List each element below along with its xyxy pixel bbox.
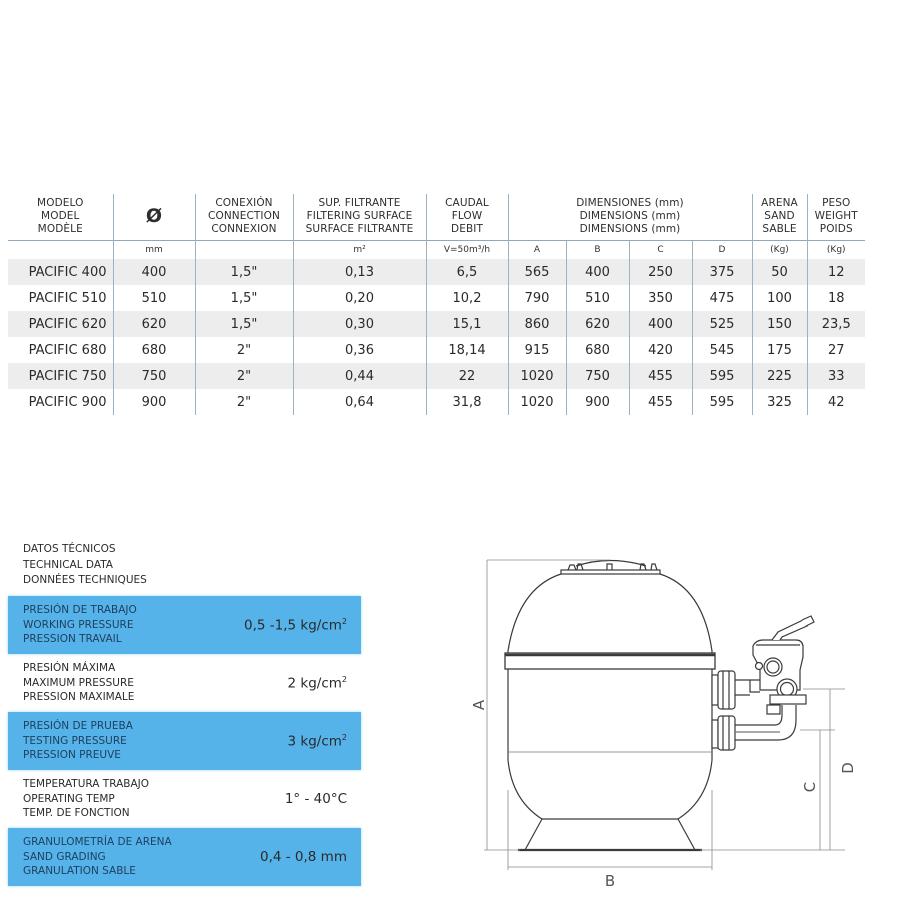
technical-data-title [8, 540, 361, 596]
cell-b: 620 [566, 311, 629, 337]
header-model-es: MODELO [37, 197, 84, 210]
cell-connection: 2" [195, 363, 293, 389]
header-weight-fr: POIDS [819, 223, 853, 236]
units-row [8, 240, 892, 259]
cell-spacer [865, 363, 892, 389]
unit-sand: (Kg) [752, 240, 807, 259]
cell-d: 595 [692, 389, 752, 415]
dimension-label-d: D [839, 762, 857, 774]
header-model-en: MODEL [41, 210, 80, 223]
header-filtering-surface [293, 194, 426, 240]
cell-weight: 18 [807, 285, 865, 311]
technical-value-text: 3 kg/cm [287, 733, 342, 750]
cell-model: PACIFIC 900 [28, 394, 107, 410]
cell-b: 510 [566, 285, 629, 311]
technical-data-row [8, 828, 361, 886]
table-row [8, 389, 892, 415]
cell-diameter: 680 [113, 337, 195, 363]
header-connection-fr: CONNEXION [211, 223, 277, 236]
cell-surface: 0,36 [293, 337, 426, 363]
cell-diameter: 900 [113, 389, 195, 415]
cell-b: 400 [566, 259, 629, 285]
cell-d: 545 [692, 337, 752, 363]
header-weight [807, 194, 865, 240]
technical-row-labels [23, 661, 134, 705]
specifications-table [8, 194, 892, 415]
cell-sand: 175 [752, 337, 807, 363]
header-surface-fr: SURFACE FILTRANTE [305, 223, 414, 236]
technical-data-row [8, 596, 361, 654]
technical-row-label: PRESIÓN DE TRABAJO [23, 604, 137, 617]
header-sand-fr: SABLE [762, 223, 797, 236]
cell-b: 750 [566, 363, 629, 389]
technical-row-labels [23, 719, 133, 763]
cell-model: PACIFIC 510 [28, 290, 107, 306]
technical-data-row [8, 654, 361, 712]
cell-b: 900 [566, 389, 629, 415]
unit-dim-a: A [508, 240, 566, 259]
header-dimensions-es: DIMENSIONES (mm) [576, 197, 684, 210]
unit-surface: m² [293, 240, 426, 259]
technical-row-labels [23, 835, 172, 879]
header-sand-en: SAND [764, 210, 795, 223]
cell-weight: 12 [807, 259, 865, 285]
cell-a: 1020 [508, 363, 566, 389]
unit-dim-c: C [629, 240, 692, 259]
technical-row-label: PRESIÓN MÁXIMA [23, 662, 116, 675]
cell-connection: 1,5" [195, 311, 293, 337]
cell-a: 565 [508, 259, 566, 285]
technical-row-value [244, 617, 347, 634]
unit-connection [195, 240, 293, 259]
cell-weight: 33 [807, 363, 865, 389]
cell-sand: 50 [752, 259, 807, 285]
table-body [8, 259, 892, 415]
lid-icon [561, 561, 660, 575]
header-dimensions-fr: DIMENSIONS (mm) [579, 223, 681, 236]
header-weight-es: PESO [822, 197, 851, 210]
cell-d: 595 [692, 363, 752, 389]
cell-sand: 150 [752, 311, 807, 337]
cell-c: 400 [629, 311, 692, 337]
header-surface-es: SUP. FILTRANTE [318, 197, 401, 210]
header-weight-en: WEIGHT [814, 210, 858, 223]
cell-weight: 27 [807, 337, 865, 363]
cell-c: 350 [629, 285, 692, 311]
unit-dim-b: B [566, 240, 629, 259]
technical-data-rows [8, 596, 361, 886]
technical-row-value [285, 791, 347, 807]
unit-dim-d: D [692, 240, 752, 259]
technical-row-value [260, 849, 347, 865]
technical-row-label: TEMP. DE FONCTION [23, 807, 130, 820]
technical-data-panel [8, 540, 361, 886]
header-flow [426, 194, 508, 240]
technical-value-superscript: 2 [341, 732, 347, 742]
cell-c: 455 [629, 389, 692, 415]
technical-row-label: PRESSION MAXIMALE [23, 691, 135, 704]
technical-row-label: WORKING PRESSURE [23, 618, 134, 631]
technical-row-label: PRESSION PREUVE [23, 749, 121, 762]
technical-value-text: 1° - 40°C [284, 791, 347, 807]
header-connection-es: CONEXIÓN [215, 197, 273, 210]
technical-data-row [8, 712, 361, 770]
technical-value-text: 0,5 -1,5 kg/cm [244, 617, 342, 634]
technical-value-superscript: 2 [341, 674, 347, 684]
header-connection [195, 194, 293, 240]
cell-diameter: 400 [113, 259, 195, 285]
table-row [8, 311, 892, 337]
table-header-row [8, 194, 892, 240]
cell-surface: 0,44 [293, 363, 426, 389]
header-model-fr: MODÈLE [37, 223, 83, 236]
table-row [8, 259, 892, 285]
technical-row-label: TEMPERATURA TRABAJO [23, 778, 150, 791]
technical-value-text: 0,4 - 0,8 mm [260, 849, 347, 865]
cell-surface: 0,64 [293, 389, 426, 415]
technical-row-label: PRESSION TRAVAIL [23, 633, 122, 646]
dimension-label-c: C [801, 781, 819, 793]
cell-flow: 31,8 [426, 389, 508, 415]
cell-diameter: 750 [113, 363, 195, 389]
cell-sand: 325 [752, 389, 807, 415]
multiport-valve-icon [753, 616, 814, 714]
cell-connection: 2" [195, 389, 293, 415]
header-sand [752, 194, 807, 240]
technical-title-en: TECHNICAL DATA [23, 558, 113, 571]
cell-surface: 0,30 [293, 311, 426, 337]
cell-a: 860 [508, 311, 566, 337]
cell-connection: 1,5" [195, 285, 293, 311]
cell-flow: 15,1 [426, 311, 508, 337]
dimension-lines [484, 560, 845, 870]
technical-row-label: TESTING PRESSURE [23, 734, 127, 747]
cell-diameter: 510 [113, 285, 195, 311]
cell-flow: 10,2 [426, 285, 508, 311]
cell-sand: 225 [752, 363, 807, 389]
cell-spacer [865, 389, 892, 415]
header-connection-en: CONNECTION [208, 210, 280, 223]
cell-weight: 23,5 [807, 311, 865, 337]
unit-spacer [865, 240, 892, 259]
cell-flow: 6,5 [426, 259, 508, 285]
cell-model: PACIFIC 750 [8, 363, 113, 389]
cell-spacer [865, 311, 892, 337]
cell-b: 680 [566, 337, 629, 363]
header-flow-fr: DEBIT [451, 223, 483, 236]
tank-lower-dome [508, 760, 542, 819]
header-surface-en: FILTERING SURFACE [306, 210, 413, 223]
cell-model: PACIFIC 680 [28, 342, 107, 358]
cell-a: 1020 [508, 389, 566, 415]
cell-c: 455 [629, 363, 692, 389]
technical-title-es: DATOS TÉCNICOS [23, 543, 116, 555]
dimension-label-a: A [470, 699, 488, 711]
dimension-label-b: B [604, 872, 616, 890]
header-spacer [865, 194, 892, 240]
header-dimensions [508, 194, 752, 240]
technical-data-row [8, 770, 361, 828]
unit-diameter: mm [113, 240, 195, 259]
table-row [8, 285, 892, 311]
cell-a: 915 [508, 337, 566, 363]
technical-row-label: GRANULATION SABLE [23, 865, 136, 878]
table-row [8, 363, 892, 389]
technical-row-labels [23, 777, 149, 821]
unit-flow: V=50m³/h [426, 240, 508, 259]
cell-spacer [865, 337, 892, 363]
cell-d: 375 [692, 259, 752, 285]
header-diameter: Ø [113, 194, 195, 240]
technical-row-value [288, 675, 347, 692]
cell-model: PACIFIC 400 [8, 259, 113, 285]
technical-row-label: SAND GRADING [23, 850, 106, 863]
cell-model: PACIFIC 620 [8, 311, 113, 337]
cell-surface: 0,20 [293, 285, 426, 311]
technical-row-label: PRESIÓN DE PRUEBA [23, 720, 133, 733]
technical-row-label: GRANULOMETRÍA DE ARENA [23, 836, 172, 849]
technical-row-label: OPERATING TEMP [23, 792, 115, 805]
table-row [8, 337, 892, 363]
tank-base [518, 819, 702, 850]
cell-flow: 22 [426, 363, 508, 389]
cell-flow: 18,14 [426, 337, 508, 363]
unit-model [8, 240, 113, 259]
filter-dimension-diagram [460, 540, 880, 890]
header-dimensions-en: DIMENSIONS (mm) [579, 210, 681, 223]
cell-d: 475 [692, 285, 752, 311]
tank-upper-dome [508, 574, 561, 655]
technical-row-label: MAXIMUM PRESSURE [23, 676, 134, 689]
header-flow-es: CAUDAL [445, 197, 489, 210]
technical-value-text: 2 kg/cm [287, 675, 342, 692]
cell-connection: 1,5" [195, 259, 293, 285]
cell-d: 525 [692, 311, 752, 337]
cell-spacer [865, 259, 892, 285]
header-sand-es: ARENA [761, 197, 798, 210]
technical-title-fr: DONNÉES TECHNIQUES [23, 574, 147, 586]
header-model [8, 194, 113, 240]
cell-surface: 0,13 [293, 259, 426, 285]
technical-value-superscript: 2 [341, 616, 347, 626]
cell-c: 420 [629, 337, 692, 363]
cell-a: 790 [508, 285, 566, 311]
filter-drawing [460, 540, 880, 890]
cell-connection: 2" [195, 337, 293, 363]
cell-c: 250 [629, 259, 692, 285]
cell-weight: 42 [807, 389, 865, 415]
cell-diameter: 620 [113, 311, 195, 337]
header-flow-en: FLOW [451, 210, 483, 223]
technical-row-labels [23, 603, 137, 647]
cell-sand: 100 [752, 285, 807, 311]
cell-spacer [865, 285, 892, 311]
technical-row-value [288, 733, 347, 750]
unit-weight: (Kg) [807, 240, 865, 259]
